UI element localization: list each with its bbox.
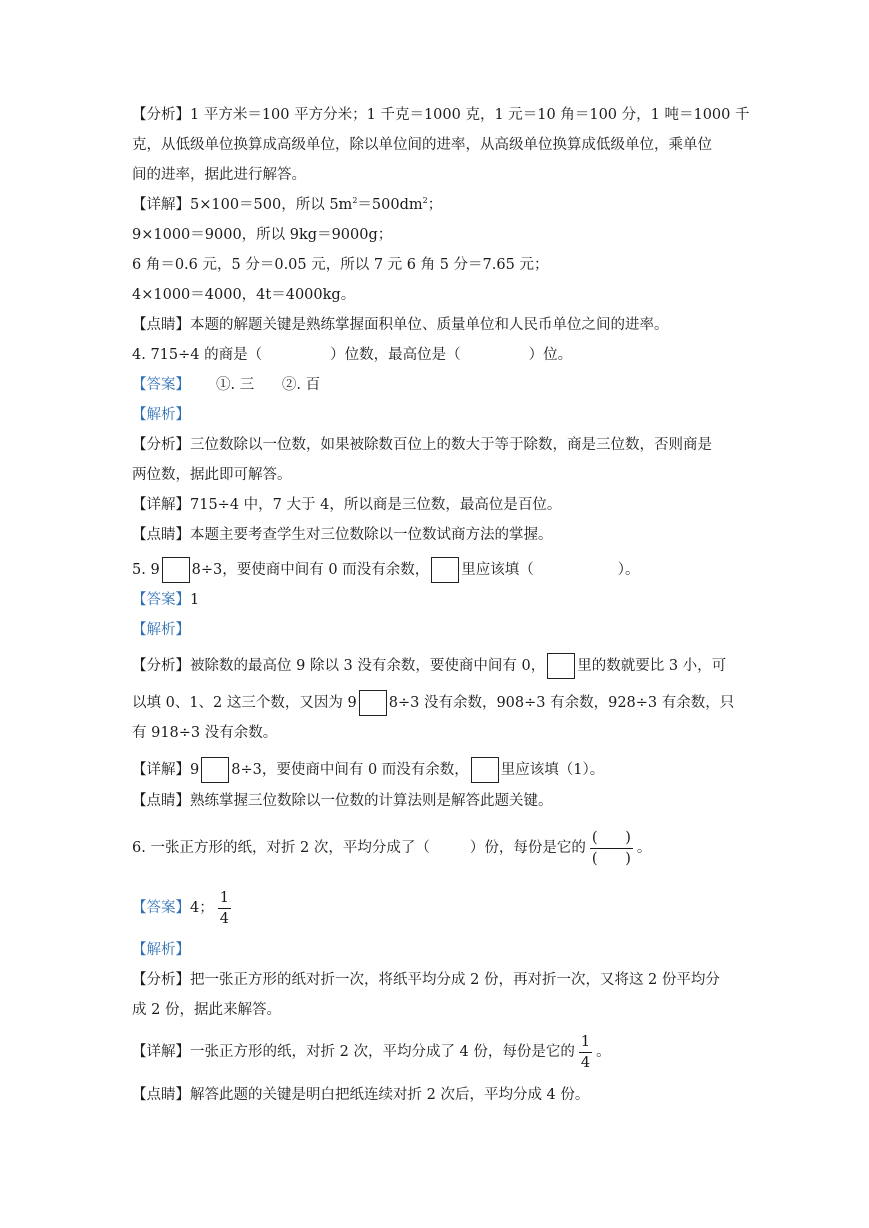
q4-solution-tag: 【解析】 bbox=[132, 407, 190, 423]
blank-fraction: $\frac{( )}{( )}$ bbox=[591, 829, 631, 867]
q3-detail-line-1: 【详解】5×100＝500，所以 $5m^2=500dm^2$； bbox=[132, 196, 443, 213]
q5-detail: 【详解】9 8÷3，要使商中间有 0 而没有余数， 里应该填（1）。 bbox=[132, 757, 604, 783]
blank-box bbox=[547, 653, 575, 679]
q3-detail-line-2: 9×1000＝9000，所以 9kg＝9000g； bbox=[132, 227, 393, 243]
q5-solution-tag: 【解析】 bbox=[132, 622, 190, 638]
blank-box bbox=[201, 757, 229, 783]
fraction-one-quarter: $\frac{1}{4}$ bbox=[219, 889, 229, 927]
q4-analysis-line-2: 两位数，据此即可解答。 bbox=[132, 467, 292, 483]
q4-remark: 【点睛】本题主要考查学生对三位数除以一位数试商方法的掌握。 bbox=[132, 527, 553, 543]
q6-detail: 【详解】一张正方形的纸，对折 2 次，平均分成了 4 份，每份是它的 $\frac{1}{4}$ 。 bbox=[132, 1033, 611, 1071]
detail-tag: 【详解】 bbox=[132, 197, 190, 213]
answer-tag: 【答案】 bbox=[132, 377, 190, 393]
q6-question: 6. 一张正方形的纸，对折 2 次，平均分成了（ ）份，每份是它的 $\frac{( )}{( )}$ 。 bbox=[132, 829, 652, 867]
q4-answer: 【答案】 ①. 三 ②. 百 bbox=[132, 377, 321, 393]
q5-question: 5. 9 8÷3，要使商中间有 0 而没有余数， 里应该填（ ）。 bbox=[132, 557, 639, 583]
q4-detail: 【详解】715÷4 中，7 大于 4，所以商是三位数，最高位是百位。 bbox=[132, 497, 562, 513]
q6-solution-tag: 【解析】 bbox=[132, 942, 190, 958]
q3-detail-line-4: 4×1000＝4000，4t＝4000kg。 bbox=[132, 287, 356, 303]
q4-question: 4. 715÷4 的商是（ ）位数，最高位是（ ）位。 bbox=[132, 347, 573, 363]
q3-analysis-line-1: 【分析】1 平方米＝100 平方分米；1 千克＝1000 克，1 元＝10 角＝100 分，1 吨＝1000 千 bbox=[132, 107, 750, 123]
analysis-tag: 【分析】 bbox=[132, 107, 190, 123]
q5-analysis-line-3: 有 918÷3 没有余数。 bbox=[132, 725, 278, 741]
blank-box bbox=[431, 557, 459, 583]
q5-answer: 【答案】1 bbox=[132, 592, 200, 608]
blank-box bbox=[162, 557, 190, 583]
q4-analysis-line-1: 【分析】三位数除以一位数，如果被除数百位上的数大于等于除数，商是三位数，否则商是 bbox=[132, 437, 712, 453]
q3-analysis-line-2: 克，从低级单位换算成高级单位，除以单位间的进率，从高级单位换算成低级单位，乘单位 bbox=[132, 137, 712, 153]
fraction-one-quarter: $\frac{1}{4}$ bbox=[580, 1033, 591, 1071]
answer-tag: 【答案】 bbox=[132, 592, 190, 608]
answer-tag: 【答案】 bbox=[132, 900, 190, 916]
q6-analysis-line-2: 成 2 份，据此来解答。 bbox=[132, 1002, 281, 1018]
q5-remark: 【点睛】熟练掌握三位数除以一位数的计算法则是解答此题关键。 bbox=[132, 793, 553, 809]
blank-box bbox=[471, 757, 499, 783]
q3-analysis-line-3: 间的进率，据此进行解答。 bbox=[132, 167, 306, 183]
q6-remark: 【点睛】解答此题的关键是明白把纸连续对折 2 次后，平均分成 4 份。 bbox=[132, 1087, 590, 1103]
q3-remark: 【点睛】本题的解题关键是熟练掌握面积单位、质量单位和人民币单位之间的进率。 bbox=[132, 317, 669, 333]
q3-detail-line-3: 6 角＝0.6 元，5 分＝0.05 元，所以 7 元 6 角 5 分＝7.65 元； bbox=[132, 257, 549, 273]
q5-analysis-line-1: 【分析】被除数的最高位 9 除以 3 没有余数，要使商中间有 0， 里的数就要比 3 小，可 bbox=[132, 653, 726, 679]
remark-tag: 【点睛】 bbox=[132, 317, 190, 333]
blank-box bbox=[359, 690, 387, 716]
q5-analysis-line-2: 以填 0、1、2 这三个数，又因为 9 8÷3 没有余数，908÷3 有余数，928÷3 有余数，只 bbox=[132, 690, 734, 716]
q6-answer: 【答案】4； $\frac{1}{4}$ bbox=[132, 889, 229, 927]
q6-analysis-line-1: 【分析】把一张正方形的纸对折一次，将纸平均分成 2 份，再对折一次，又将这 2 份平均分 bbox=[132, 972, 720, 988]
